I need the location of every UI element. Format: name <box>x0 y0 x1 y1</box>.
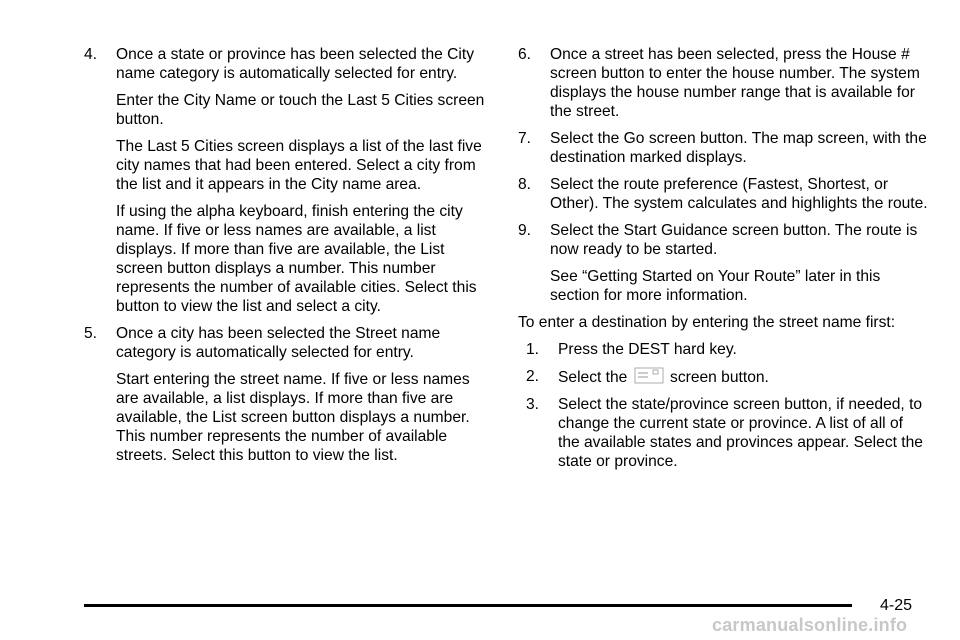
step-number: 9. <box>518 222 532 239</box>
right-column <box>518 45 928 479</box>
step-number: 3. <box>526 396 540 413</box>
step-text: Select the state/province screen button, if needed, to change the current state or province. A list of all of the available states and provinces appear. Select the state or province. <box>558 396 923 470</box>
step-text: Once a state or province has been selected the City name category is automatically selected for entry. <box>116 46 474 82</box>
step-4 <box>84 45 494 316</box>
step-6 <box>518 45 928 121</box>
sub-step-2 <box>526 367 928 387</box>
step-text: Once a city has been selected the Street name category is automatically selected for entry. <box>116 325 441 361</box>
sub-step-1 <box>526 340 928 359</box>
watermark: carmanualsonline.info <box>712 615 908 635</box>
step-9 <box>518 221 928 305</box>
step-text: Once a street has been selected, press the House # screen button to enter the house number. The system displays the house number range that is available for the street. <box>550 46 920 120</box>
step-text-before: Select the <box>558 369 628 386</box>
step-text: Enter the City Name or touch the Last 5 Cities screen button. <box>116 92 485 128</box>
step-text: The Last 5 Cities screen displays a list of the last five city names that had been entered. Select a city from the list and it appears in the City name area. <box>116 138 482 193</box>
left-column <box>84 45 494 473</box>
footer-rule <box>84 604 852 607</box>
step-number: 4. <box>84 46 98 63</box>
step-5 <box>84 324 494 465</box>
step-number: 5. <box>84 325 98 342</box>
step-text: Select the route preference (Fastest, Shortest, or Other). The system calculates and highlights the route. <box>550 176 928 212</box>
step-text <box>558 367 928 387</box>
sub-step-3 <box>526 395 928 471</box>
street-name-first-icon <box>634 367 664 384</box>
step-text: Press the DEST hard key. <box>558 341 737 358</box>
page-number: 4-25 <box>880 597 913 614</box>
step-number: 7. <box>518 130 532 147</box>
step-number: 2. <box>526 368 540 385</box>
step-8 <box>518 175 928 213</box>
step-text: Select the Go screen button. The map screen, with the destination marked displays. <box>550 130 927 166</box>
step-text: If using the alpha keyboard, finish entering the city name. If five or less names are available, a list displays. If more than five are available, the List screen button displays a number. This number represents the number of available cities. Select this button to view the list and select a city. <box>116 203 477 315</box>
step-number: 6. <box>518 46 532 63</box>
step-number: 8. <box>518 176 532 193</box>
section-intro: To enter a destination by entering the street name first: <box>518 314 896 331</box>
step-text: Select the Start Guidance screen button. The route is now ready to be started. <box>550 222 918 258</box>
step-text: See “Getting Started on Your Route” later in this section for more information. <box>550 268 881 304</box>
step-text-after: screen button. <box>670 369 769 386</box>
step-text: Start entering the street name. If five or less names are available, a list displays. If more than five are available, the List screen button displays a number. This number represents the number of available streets. Select this button to view the list. <box>116 371 470 464</box>
step-number: 1. <box>526 341 540 358</box>
step-7 <box>518 129 928 167</box>
